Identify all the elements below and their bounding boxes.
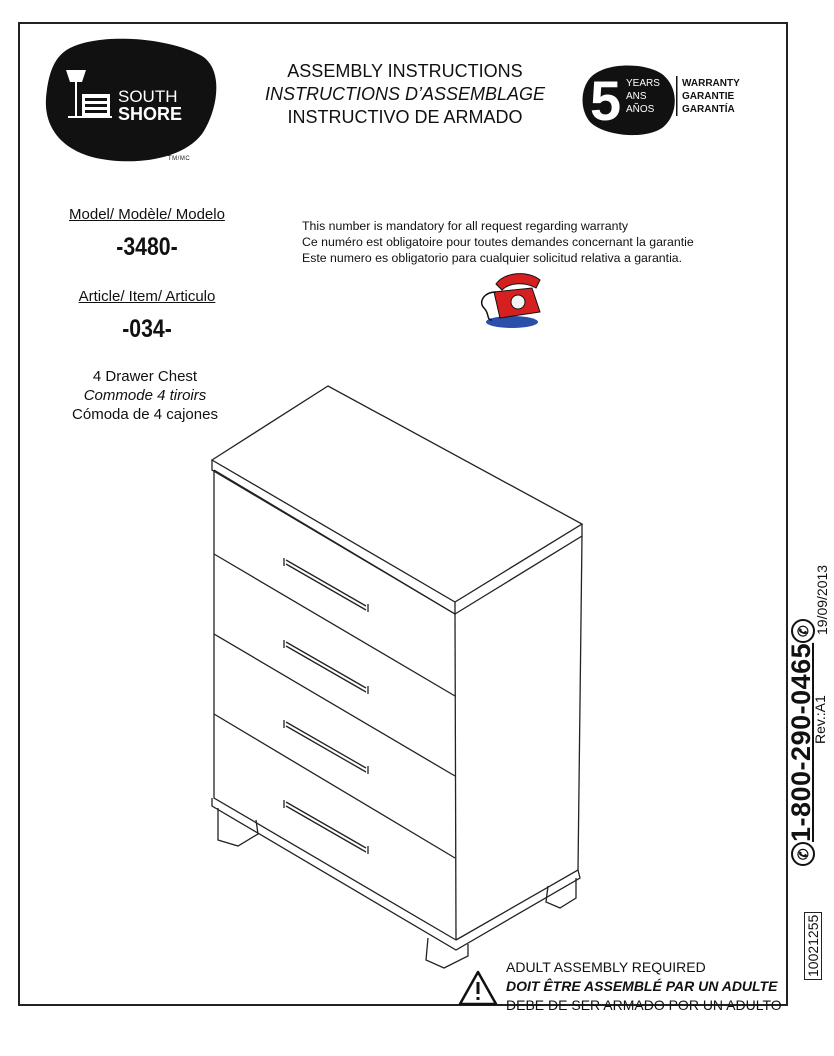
adult-en: ADULT ASSEMBLY REQUIRED: [506, 959, 706, 975]
title-block: [240, 60, 570, 129]
product-name-es: Cómoda de 4 cajones: [72, 406, 218, 423]
side-info: [784, 260, 834, 980]
adult-es: DEBE DE SER ARMADO POR UN ADULTO: [506, 997, 782, 1013]
chest-illustration: [200, 378, 600, 978]
trademark: TM/MC: [168, 156, 191, 162]
model-number: -3480-: [116, 233, 178, 261]
adult-fr: DOIT ÊTRE ASSEMBLÉ PAR UN ADULTE: [506, 978, 778, 994]
article-number: -034-: [122, 315, 172, 343]
brand-line2: SHORE: [118, 104, 183, 124]
warranty-badge: [582, 64, 762, 134]
warranty-years-es: AÑOS: [626, 104, 655, 115]
title-es: INSTRUCTIVO DE ARMADO: [287, 107, 523, 127]
telephone-icon: [470, 262, 550, 332]
warranty-label-fr: GARANTIE: [682, 91, 735, 102]
brand-line1: SOUTH: [118, 87, 178, 106]
mandatory-fr: Ce numéro est obligatoire pour toutes demandes concernant la garantie: [302, 235, 694, 249]
phone-handset-icon: ✆: [791, 842, 815, 866]
revision-date: 19/09/2013: [814, 564, 830, 635]
title-en: ASSEMBLY INSTRUCTIONS: [287, 61, 523, 81]
warranty-years-fr: ANS: [626, 91, 647, 102]
warning-icon: [458, 970, 498, 1006]
mandatory-en: This number is mandatory for all request regarding warranty: [302, 219, 629, 233]
revision: Rev.:A1: [812, 695, 828, 744]
product-name-fr: Commode 4 tiroirs: [83, 387, 207, 404]
support-phone-number: 1-800-290-0465: [786, 642, 816, 842]
article-label: Article/ Item/ Articulo: [78, 288, 216, 305]
adult-notice: [506, 958, 782, 1015]
mandatory-notice: [302, 218, 762, 266]
warranty-number: 5: [590, 69, 622, 132]
warranty-label-es: GARANTÍA: [682, 104, 735, 115]
phone-handset-icon-right: ✆: [791, 619, 815, 643]
mandatory-es: Este numero es obligatorio para cualquier solicitud relativa a garantia.: [302, 251, 683, 265]
south-shore-logo: [42, 38, 218, 164]
title-fr: INSTRUCTIONS D’ASSEMBLAGE: [264, 84, 546, 104]
warranty-years-en: YEARS: [626, 78, 660, 89]
product-name-en: 4 Drawer Chest: [92, 368, 198, 385]
model-label: Model/ Modèle/ Modelo: [69, 206, 225, 223]
document-code: 10021255: [804, 912, 822, 980]
warranty-label-en: WARRANTY: [682, 78, 740, 89]
